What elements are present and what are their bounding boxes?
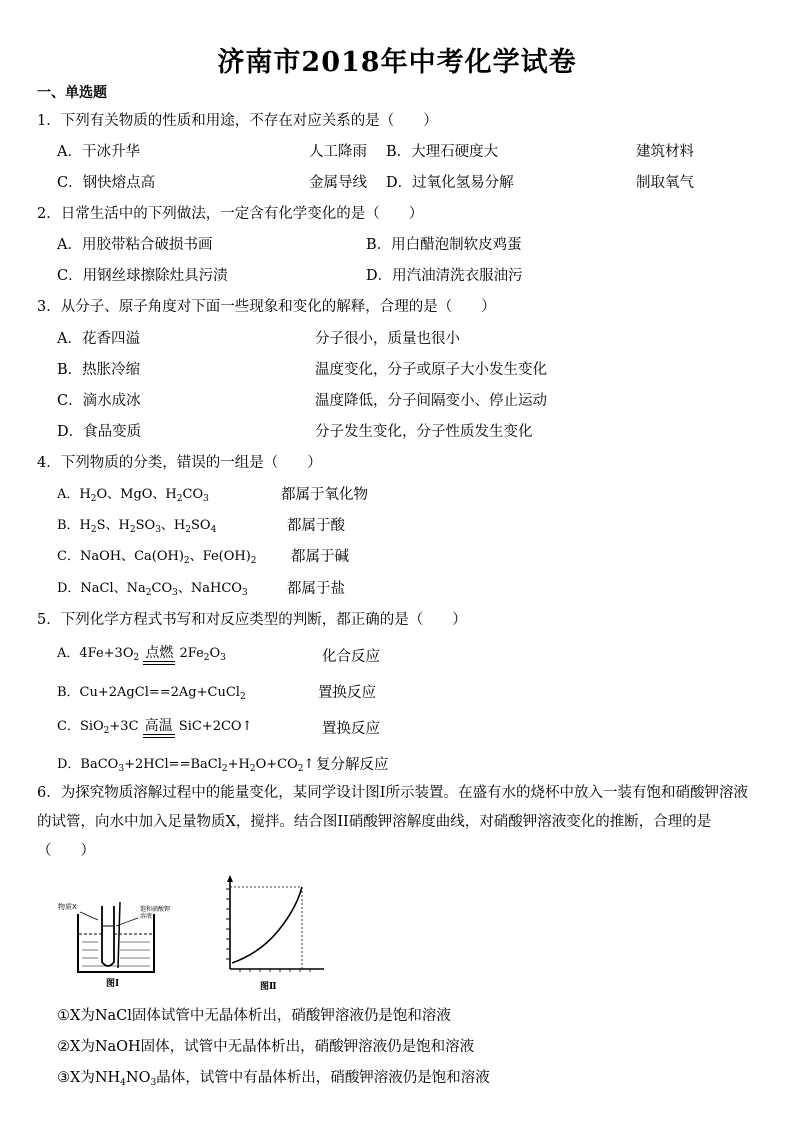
q2-option-a: A．用胶带粘合破损书画 — [57, 237, 213, 253]
q3-option-a-explain: 分子很小，质量也很小 — [315, 331, 460, 347]
section-heading: 一、单选题 — [37, 85, 107, 101]
q1-option-c: C．钢快熔点高 — [57, 175, 156, 191]
q1-option-b-use: 建筑材料 — [636, 144, 694, 160]
q1-option-a-use: 人工降雨 — [309, 144, 367, 160]
q2-option-c: C．用钢丝球擦除灶具污渍 — [57, 268, 228, 284]
q6-statement-3: ③X为$NH_4NO_3$晶体，试管中有晶体析出，硝酸钾溶液仍是饱和溶液 — [57, 1070, 490, 1088]
q4-option-b-class: 都属于酸 — [287, 518, 345, 534]
q5-option-c-type: 置换反应 — [322, 721, 380, 737]
q3-option-c: C．滴水成冰 — [57, 393, 141, 409]
q5-a-condition: 点燃 — [145, 645, 174, 661]
q5-option-a: A．$4Fe+3O_2$ 点燃 $2Fe_2O_3$ — [57, 645, 226, 663]
q3-option-a: A．花香四溢 — [57, 331, 140, 347]
figure-1-label-solution: 饱和硝酸钾溶液 — [140, 906, 171, 920]
q5-option-a-type: 化合反应 — [322, 649, 380, 665]
q1-option-d: D．过氧化氢易分解 — [386, 175, 514, 191]
figure-2-caption: 图Ⅱ — [260, 982, 277, 992]
q6-statement-1: ①X为NaCl固体试管中无晶体析出，硝酸钾溶液仍是饱和溶液 — [57, 1008, 451, 1024]
question-1-stem: 1．下列有关物质的性质和用途，不存在对应关系的是（ ） — [37, 113, 438, 129]
q6-statement-2: ②X为NaOH固体，试管中无晶体析出，硝酸钾溶液仍是饱和溶液 — [57, 1039, 475, 1055]
question-6-stem: 6．为探究物质溶解过程中的能量变化，某同学设计图Ⅰ所示装置。在盛有水的烧杯中放入一装有饱和硝酸钾溶液的试管，向水中加入足量物质X，搅拌。结合图II硝酸钾溶解度曲线，对硝酸钾溶液变化的推断，合理的是（ ） — [37, 785, 748, 859]
figure-2-solubility-curve — [200, 873, 330, 995]
question-3-stem: 3．从分子、原子角度对下面一些现象和变化的解释，合理的是（ ） — [37, 299, 496, 315]
q5-option-c: C．SiO$_2$+3C 高温 SiC+2CO↑ — [57, 718, 253, 736]
q4-option-b: B．$H_2S$、$H_2SO_3$、$H_2SO_4$ — [57, 518, 217, 535]
q1-option-a: A．干冰升华 — [57, 144, 140, 160]
q5-c-condition: 高温 — [144, 718, 173, 734]
q4-option-c: C．NaOH、$Ca(OH)_2$、$Fe(OH)_2$ — [57, 549, 257, 566]
figure-1-apparatus — [58, 890, 171, 990]
q3-option-d-explain: 分子发生变化，分子性质发生变化 — [315, 424, 533, 440]
question-2-stem: 2．日常生活中的下列做法，一定含有化学变化的是（ ） — [37, 206, 424, 222]
q3-option-b-explain: 温度变化，分子或原子大小发生变化 — [315, 362, 547, 378]
q4-option-a: A．$H_2O$、MgO、$H_2CO_3$ — [57, 487, 209, 504]
q3-option-b: B．热胀冷缩 — [57, 362, 141, 378]
q4-option-d-class: 都属于盐 — [287, 581, 345, 597]
q5-option-b-type: 置换反应 — [318, 685, 376, 701]
q3-option-c-explain: 温度降低，分子间隔变小、停止运动 — [315, 393, 547, 409]
figure-1-label-x: 物质X — [58, 903, 77, 911]
question-5-stem: 5．下列化学方程式书写和对反应类型的判断，都正确的是（ ） — [37, 612, 467, 628]
q5-option-d: D．$BaCO_3+2HCl==BaCl_2+H_2O+CO_2↑$ — [57, 757, 315, 774]
figure-1-caption: 图Ⅰ — [106, 979, 120, 989]
q4-option-d: D．NaCl、$Na_2CO_3$、NaHCO$_3$ — [57, 581, 248, 598]
question-4-stem: 4．下列物质的分类，错误的一组是（ ） — [37, 455, 322, 471]
q5-option-d-type: 复分解反应 — [316, 757, 389, 773]
q1-option-c-use: 金属导线 — [309, 175, 367, 191]
q3-option-d: D．食品变质 — [57, 424, 142, 440]
q1-option-b: B．大理石硬度大 — [386, 144, 499, 160]
q4-option-c-class: 都属于碱 — [291, 549, 349, 565]
q5-option-b: B．Cu+2AgCl==2Ag+CuCl$_2$ — [57, 685, 246, 702]
q1-option-d-use: 制取氧气 — [636, 175, 694, 191]
page-title: 济南市2018年中考化学试卷 — [217, 47, 577, 78]
q2-option-d: D．用汽油清洗衣服油污 — [366, 268, 523, 284]
q2-option-b: B．用白醋泡制软皮鸡蛋 — [366, 237, 522, 253]
q4-option-a-class: 都属于氧化物 — [281, 487, 368, 503]
